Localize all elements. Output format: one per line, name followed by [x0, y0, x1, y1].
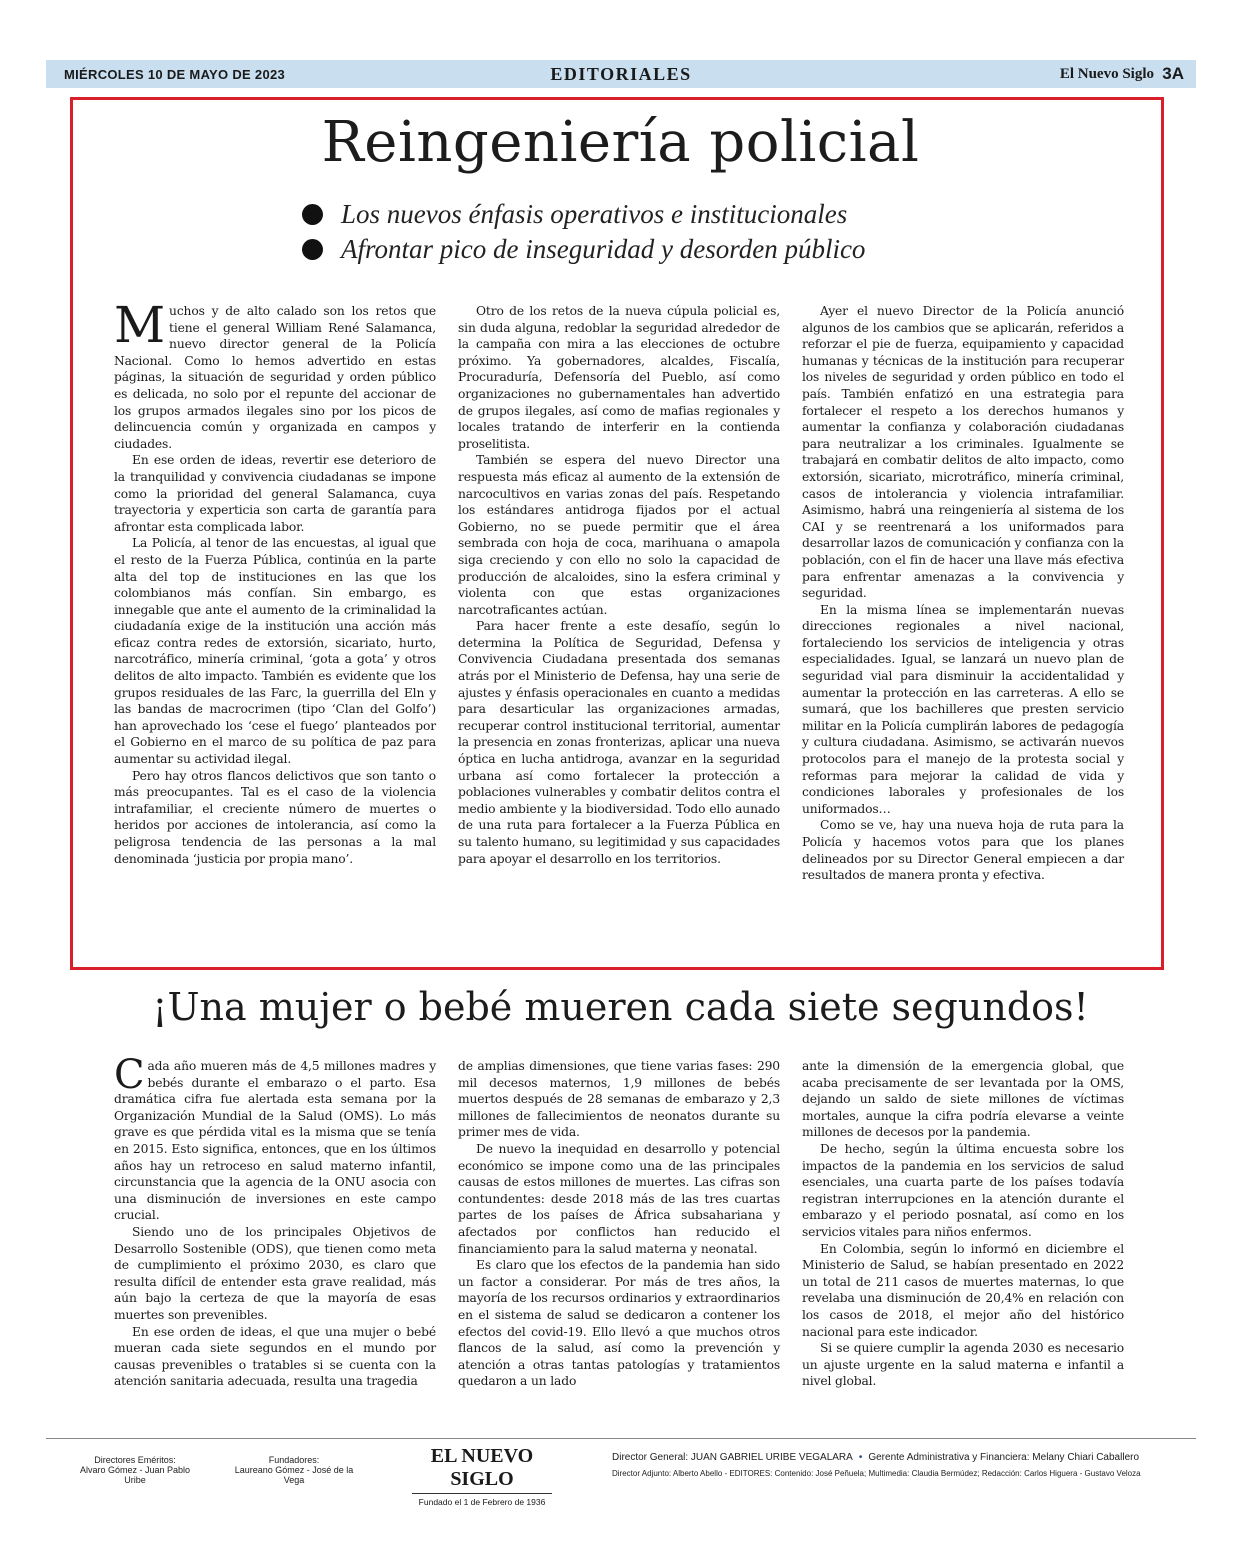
- paragraph: De nuevo la inequidad en desarrollo y potencial económico se impone como una de las principales causas de estos millones de muertes. Las cifras son contundentes: desde 2018 más de las tres cuartas partes de los países de África subsahariana y afectados por conflictos han reducido el financiamiento para la salud materna y neonatal.: [458, 1141, 780, 1256]
- header-bar: [46, 60, 1196, 88]
- drop-cap: C: [114, 1052, 145, 1098]
- subhead-item: Afrontar pico de inseguridad y desorden público: [302, 232, 865, 267]
- paragraph: En ese orden de ideas, revertir ese deterioro de la tranquilidad y convivencia ciudadanas se impone como la prioridad del general Salamanca, cuya trayectoria y experticia son carta de garantía para afrontar esta complicada labor.: [114, 453, 436, 534]
- fundadores-label: Fundadores:: [268, 1455, 320, 1465]
- fundadores-names: Laureano Gómez - José de la Vega: [234, 1465, 354, 1485]
- director-general: Director General: JUAN GABRIEL URIBE VEGALARA: [612, 1452, 853, 1463]
- editorial-1-body: [114, 296, 1124, 884]
- editorial-1-column-2: [458, 303, 780, 884]
- issue-date: MIÉRCOLES 10 DE MAYO DE 2023: [64, 66, 286, 82]
- footer-fundadores: [224, 1455, 364, 1485]
- founded-date: Fundado el 1 de Febrero de 1936: [418, 1497, 546, 1507]
- paragraph: En la misma línea se implementarán nuevas direcciones regionales a nivel nacional, fortaleciendo los servicios de inteligencia y otras especialidades. Igual, se lanzará un nuevo plan de seguridad vial para disminuir la accidentalidad y aumentar la protección en las carreteras. A ello se sumará, que los bachilleres que presten servicio militar en la Policía cumplirán labores de pedagogía y cultura ciudadana. Asimismo, se activarán nuevos protocolos para el manejo de la protesta social y reformas para mejorar la calidad de vida y condiciones laborales y profesionales de los uniformados…: [802, 602, 1124, 816]
- staff-line-1: [612, 1452, 1141, 1463]
- bullet-icon: [302, 239, 323, 260]
- paragraph: Cada año mueren más de 4,5 millones madres y bebés durante el embarazo o el parto. Esa dramática cifra fue alertada esta semana por la Organización Mundial de la Salud (OMS). Lo más grave es que pérdida vital es la misma que se tenía en 2015. Esto significa, entonces, que en los últimos años hay un retroceso en salud materno infantil, circunstancia que la agencia de la ONU asocia con una disminución de inversiones en este campo crucial.: [114, 1052, 436, 1223]
- page-number: 3A: [1162, 64, 1184, 83]
- paragraph: de amplias dimensiones, que tiene varias fases: 290 mil decesos maternos, 1,9 millones de bebés muertos después de 28 semanas de embarazo y 2,3 millones de fallecimientos de neonatos durante su primer mes de vida.: [458, 1059, 780, 1140]
- paragraph: ante la dimensión de la emergencia global, que acaba precisamente de ser levantada por la OMS, dejando un saldo de siete millones de víctimas mortales, aunque la cifra podría elevarse a veinte millones de decesos por la pandemia.: [802, 1059, 1124, 1140]
- paragraph: Pero hay otros flancos delictivos que son tanto o más preocupantes. Tal es el caso de la violencia intrafamiliar, el creciente número de muertes o heridos por acciones de intolerancia, así como la peligrosa tendencia de las personas a la mal denominada ‘justicia por propia mano’.: [114, 768, 436, 866]
- editorial-1-column-3: [802, 303, 1124, 884]
- footer-staff: [612, 1452, 1141, 1478]
- paragraph: Como se ve, hay una nueva hoja de ruta para la Policía y hacemos votos para que los planes delineados por su Director General empiecen a dar resultados de manera pronta y efectiva.: [802, 818, 1124, 883]
- editorial-1-title: Reingeniería policial: [321, 110, 920, 175]
- paragraph: También se espera del nuevo Director una respuesta más eficaz al aumento de la extensión de narcocultivos en varias zonas del país. Respetando los estándares antidroga fijados por el actual Gobierno, no se puede permitir que el área sembrada con hoja de coca, marihuana o amapola siga creciendo y con ello no solo la capacidad de producción de alcaloides, sino la esfera criminal y violenta con que estas organizaciones narcotraficantes actúan.: [458, 453, 780, 617]
- newspaper-brand: El Nuevo Siglo: [1059, 65, 1154, 82]
- paragraph: En Colombia, según lo informó en diciembre el Ministerio de Salud, se habían presentado en 2022 un total de 211 casos de muertes maternas, lo que revelaba una disminución de 20,4% en relación con los casos de 2018, el mejor año del histórico nacional para este indicador.: [802, 1241, 1124, 1339]
- paragraph: La Policía, al tenor de las encuestas, al igual que el resto de la Fuerza Pública, continúa en la parte alta del top de instituciones en las que los colombianos más confían. Sin embargo, es innegable que ante el aumento de la criminalidad la ciudadanía exige de la institución una acción más eficaz contra redes de extorsión, sicariato, hurto, narcotráfico, minería criminal, ‘gota a gota’ y otros delitos de alto impacto. También es evidente que los grupos residuales de las Farc, la guerrilla del Eln y las bandas de macrocrimen (tipo ‘Clan del Golfo’) han aprovechado los ‘cese el fuego’ planteados por el Gobierno en el marco de su política de paz para aumentar su actividad ilegal.: [114, 536, 436, 767]
- editorial-2-column-2: [458, 1058, 780, 1390]
- paragraph: Si se quiere cumplir la agenda 2030 es necesario un ajuste urgente en la salud materna e infantil a nivel global.: [802, 1341, 1124, 1389]
- subhead-item: Los nuevos énfasis operativos e institucionales: [302, 197, 865, 232]
- paragraph: Otro de los retos de la nueva cúpula policial es, sin duda alguna, redoblar la seguridad alrededor de la campaña con mira a las elecciones de octubre próximo. Ya gobernadores, alcaldes, Fiscalía, Procuraduría, Defensoría del Pueblo, así como organizaciones no gubernamentales han advertido de grupos ilegales, así como de mafias regionales y locales tratando de interferir en la contienda proselitista.: [458, 304, 780, 451]
- staff-line-2: Director Adjunto: Alberto Abello - EDITORES: Contenido: José Peñuela; Multimedia: Claudia Bermúdez; Redacción: Carlos Higuera - Gustavo Veloza: [612, 1469, 1141, 1478]
- editorial-2-body: [114, 1052, 1124, 1390]
- directores-label: Directores Eméritos:: [94, 1455, 176, 1465]
- paragraph: Ayer el nuevo Director de la Policía anunció algunos de los cambios que se aplicarán, referidos a reforzar el pie de fuerza, equipamiento y capacidad humanas y técnicas de la institución para recuperar los niveles de seguridad y orden público en todo el país. También enfatizó en una estrategia para fortalecer el respeto a los derechos humanos y aumentar la confianza y colaboración ciudadanas para neutralizar a los criminales. Igualmente se trabajará en combatir delitos de alto impacto, como extorsión, sicariato, microtráfico, minería criminal, casos de intolerancia y violencia intrafamiliar. Asimismo, habrá una reingeniería al sistema de los CAI y se reentrenará a los uniformados para desarrollar lazos de comunicación y confianza con la población, con el fin de hacer una llave más efectiva para enfrentar amenazas a la convivencia y seguridad.: [802, 304, 1124, 601]
- bullet-icon: [302, 204, 323, 225]
- editorial-1-subheads: [302, 197, 865, 267]
- footer-logo: [412, 1445, 552, 1507]
- paragraph: Para hacer frente a este desafío, según lo determina la Política de Seguridad, Defensa y Convivencia Ciudadana presentada dos semanas atrás por el Ministerio de Defensa, hay una serie de ajustes y énfasis operacionales en cuanto a medidas para desarticular las organizaciones armadas, recuperar control institucional territorial, aumentar la presencia en zonas fronterizas, aplicar una nueva óptica en lucha antidroga, avanzar en la seguridad urbana así como fortalecer la protección a poblaciones vulnerables y combatir delitos contra el medio ambiente y la biodiversidad. Todo ello aunado de una ruta para fortalecer a la Fuerza Pública en su talento humano, su legitimidad y sus capacidades para apoyar el desarrollo en los territorios.: [458, 619, 780, 866]
- directores-names: Alvaro Gómez - Juan Pablo Uribe: [79, 1465, 191, 1485]
- paragraph: Siendo uno de los principales Objetivos de Desarrollo Sostenible (ODS), que tienen como meta de cumplimiento el próximo 2030, es claro que resulta difícil de entender esta grave realidad, más aún bajo la certeza de que la mayoría de esas muertes son prevenibles.: [114, 1224, 436, 1322]
- footer-divider: [46, 1438, 1196, 1439]
- editorial-2-column-1: [114, 1052, 436, 1390]
- editorial-1-column-1: [114, 296, 436, 884]
- separator-icon: •: [858, 1452, 863, 1463]
- paragraph: Muchos y de alto calado son los retos que tiene el general William René Salamanca, nuevo director general de la Policía Nacional. Como lo hemos advertido en estas páginas, la situación de seguridad y orden público es delicada, no solo por el repunte del accionar de los grupos armados ilegales sino por los picos de delincuencia común y organizada en campos y ciudades.: [114, 296, 436, 451]
- paragraph: En ese orden de ideas, el que una mujer o bebé mueran cada siete segundos en el mundo por causas prevenibles o tratables si se cuenta con la atención sanitaria adecuada, resulta una tragedia: [114, 1324, 436, 1389]
- paragraph: Es claro que los efectos de la pandemia han sido un factor a considerar. Por más de tres años, la mayoría de los recursos ordinarios y extraordinarios en el sistema de salud se dedicaron a contener los efectos del covid-19. Ello llevó a que muchos otros flancos de la salud, así como la prevención y atención a otras tantas patologías y tratamientos quedaron a un lado: [458, 1258, 780, 1389]
- gerente: Gerente Administrativa y Financiera: Melany Chiari Caballero: [868, 1452, 1140, 1463]
- drop-cap: M: [114, 296, 166, 354]
- editorial-2-column-3: [802, 1058, 1124, 1390]
- paragraph: De hecho, según la última encuesta sobre los impactos de la pandemia en los servicios de salud esenciales, una cuarta parte de los países todavía registran interrupciones en la atención durante el embarazo y el periodo posnatal, así como en los servicios vitales para niños enfermos.: [802, 1141, 1124, 1239]
- editorial-2-title: ¡Una mujer o bebé mueren cada siete segundos!: [152, 985, 1089, 1029]
- footer-directores: [70, 1455, 200, 1485]
- section-title: EDITORIALES: [550, 63, 692, 84]
- newspaper-logo: EL NUEVO SIGLO: [412, 1445, 552, 1494]
